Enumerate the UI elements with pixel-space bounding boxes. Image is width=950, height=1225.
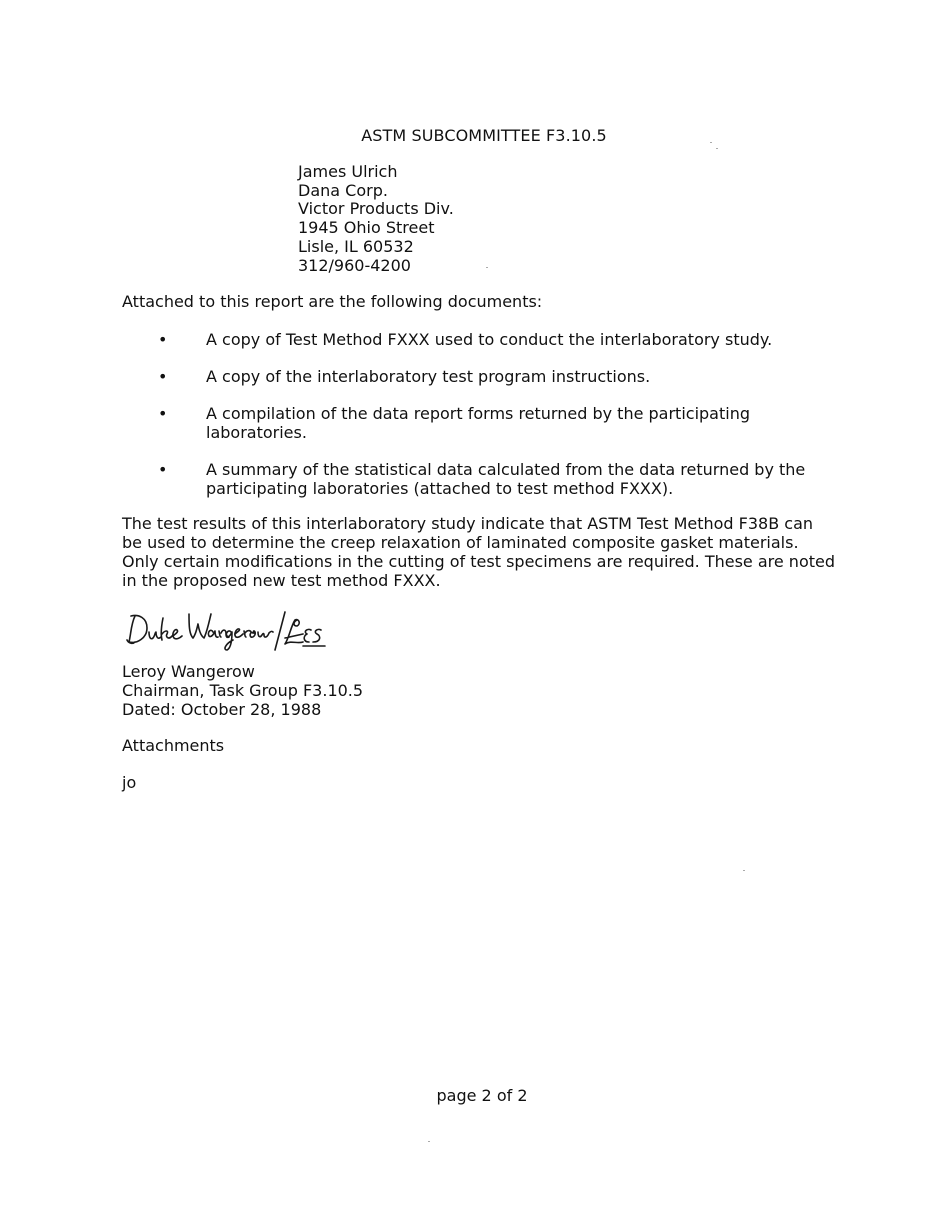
address-line-division: Victor Products Div. [298,199,454,219]
intro-sentence: Attached to this report are the following documents: [122,292,543,311]
address-line-company: Dana Corp. [298,180,388,200]
scan-speck [486,267,488,268]
bullet-marker: • [158,460,168,479]
bullet-marker: • [158,404,168,423]
attachments-label: Attachments [122,736,225,755]
conclusion-paragraph: The test results of this interlaboratory study indicate that ASTM Test Method F38B can be used to determine the creep relaxation of laminated composite gasket materials. Only certain modifications in the cutting of test specimens are required. These are noted in the proposed new test method FXXX. [122,514,836,590]
signer-name: Leroy Wangerow [122,662,255,681]
typist-initials: jo [122,773,137,792]
list-item-text: A copy of Test Method FXXX used to conduct the interlaboratory study. [206,330,773,349]
list-item-text: A copy of the interlaboratory test program instructions. [206,367,651,386]
address-block [298,163,454,275]
bullet-marker: • [158,330,168,349]
list-item-text: A compilation of the data report forms returned by the participating laboratories. [206,404,750,442]
scan-speck [428,1141,430,1142]
scan-speck [743,870,745,871]
scan-speck [716,148,718,149]
signer-block [122,662,363,719]
document-heading: ASTM SUBCOMMITTEE F3.10.5 [361,126,607,145]
address-line-name: James Ulrich [298,162,398,181]
signed-date: Dated: October 28, 1988 [122,700,322,719]
address-line-city: Lisle, IL 60532 [298,236,414,256]
address-line-phone: 312/960-4200 [298,255,411,275]
signature-graphic [125,604,335,652]
bullet-marker: • [158,367,168,386]
list-item-text: A summary of the statistical data calculated from the data returned by the participating laboratories (attached to test method FXXX). [206,460,806,498]
handwritten-signature [125,604,335,652]
address-line-street: 1945 Ohio Street [298,218,435,238]
scan-speck [710,142,712,143]
signer-title: Chairman, Task Group F3.10.5 [122,681,364,700]
page-number: page 2 of 2 [436,1086,528,1105]
